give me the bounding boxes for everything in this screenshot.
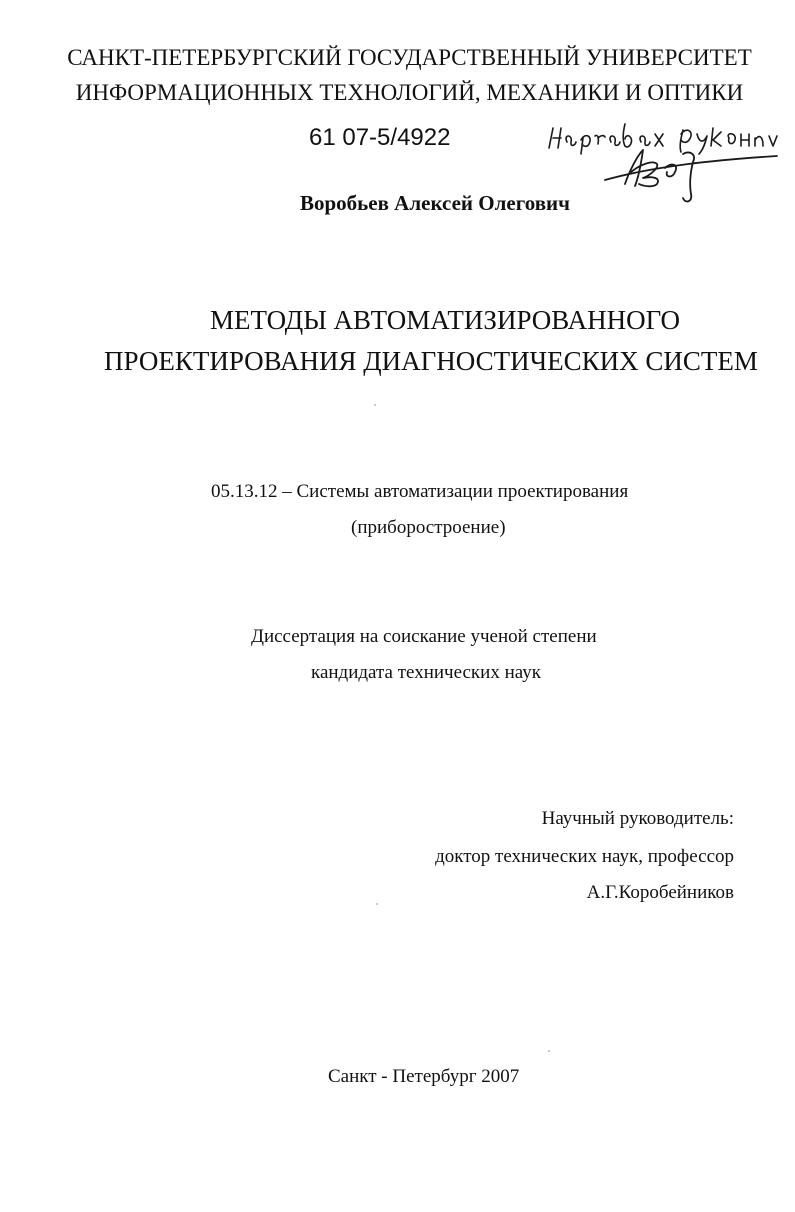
call-number-stamp: 61 07-5/4922 xyxy=(309,124,451,151)
place-and-year: Санкт - Петербург 2007 xyxy=(328,1066,520,1087)
advisor-label: Научный руководитель: xyxy=(541,808,734,829)
advisor-name: А.Г.Коробейников xyxy=(586,882,734,903)
dissertation-title-line-1: МЕТОДЫ АВТОМАТИЗИРОВАННОГО xyxy=(210,305,681,335)
scan-speck xyxy=(376,903,378,905)
scan-speck xyxy=(374,404,376,406)
author-name: Воробьев Алексей Олегович xyxy=(299,191,570,215)
advisor-academic-title: доктор технических наук, профессор xyxy=(435,846,734,867)
specialty-code-line-1: 05.13.12 – Системы автоматизации проектирования xyxy=(211,481,629,502)
university-name-line-1: САНКТ-ПЕТЕРБУРГСКИЙ ГОСУДАРСТВЕННЫЙ УНИВЕРСИТЕТ xyxy=(67,45,752,70)
handwritten-text xyxy=(549,124,777,154)
degree-statement-line-2: кандидата технических наук xyxy=(311,662,541,683)
dissertation-title-line-2: ПРОЕКТИРОВАНИЯ ДИАГНОСТИЧЕСКИХ СИСТЕМ xyxy=(104,346,758,376)
university-name-line-2: ИНФОРМАЦИОННЫХ ТЕХНОЛОГИЙ, МЕХАНИКИ И ОПТИКИ xyxy=(75,80,744,105)
specialty-code-line-2: (приборостроение) xyxy=(351,517,506,538)
scan-speck xyxy=(548,1050,550,1052)
degree-statement-line-1: Диссертация на соискание ученой степени xyxy=(251,626,597,647)
